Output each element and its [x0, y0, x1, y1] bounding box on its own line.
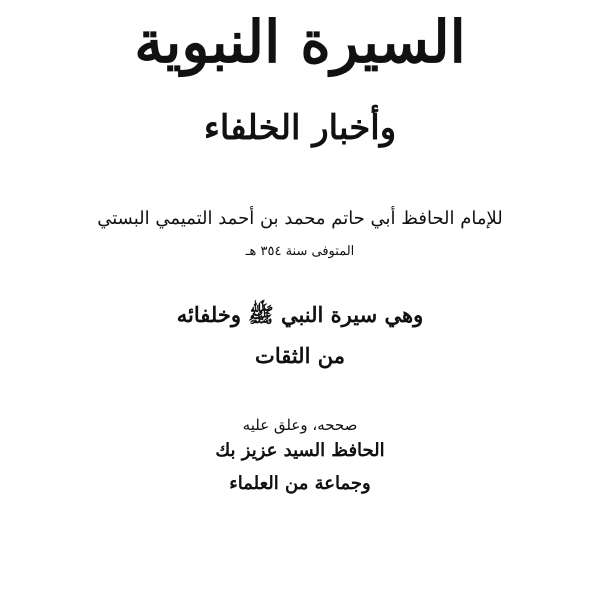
- editors-group: وجماعة من العلماء: [229, 473, 371, 494]
- book-title: السيرة النبوية: [134, 8, 466, 76]
- editor-name: الحافظ السيد عزيز بك: [215, 440, 385, 461]
- author-death-date: المتوفى سنة ٣٥٤ هـ: [245, 244, 355, 259]
- author-line: للإمام الحافظ أبي حاتم محمد بن أحمد التميمي البستي: [97, 208, 503, 229]
- description-line-1: وهي سيرة النبي ﷺ وخلفائه: [176, 302, 424, 327]
- description-line-2: من الثقات: [255, 343, 345, 368]
- editors-intro: صححه، وعلق عليه: [242, 416, 358, 434]
- book-subtitle: وأخبار الخلفاء: [203, 108, 397, 148]
